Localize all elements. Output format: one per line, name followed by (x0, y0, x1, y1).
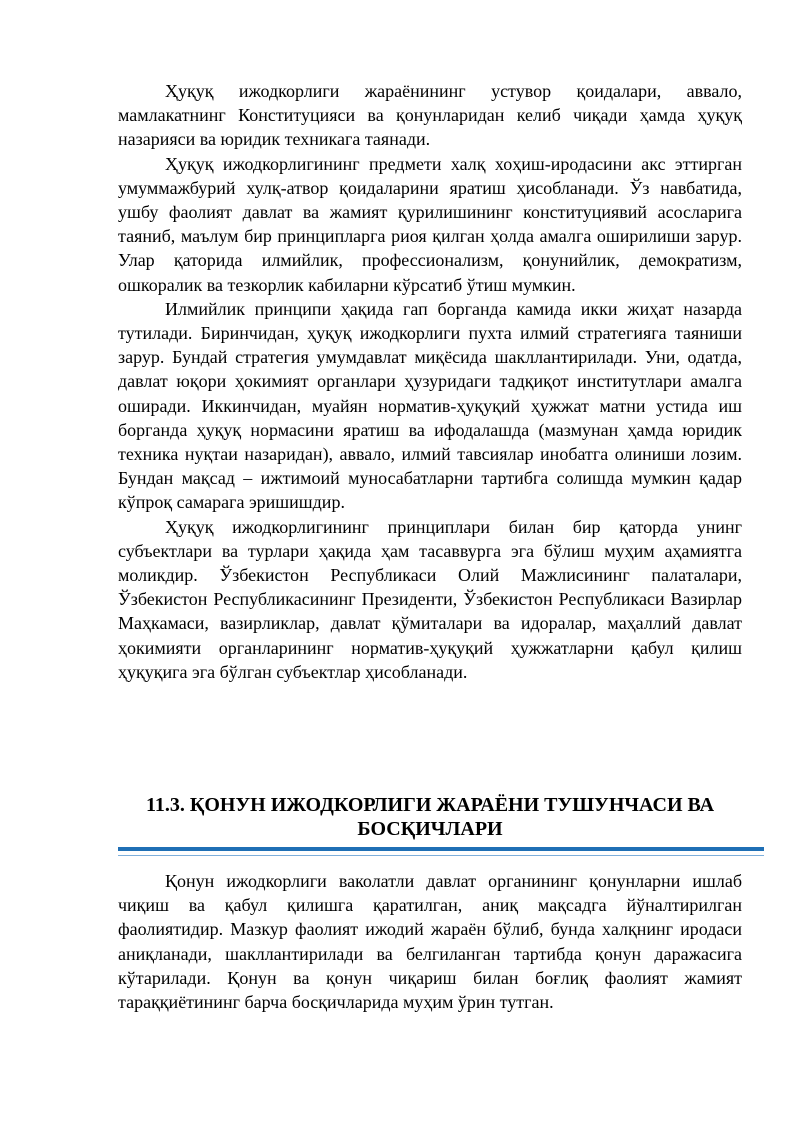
body-text-bottom (118, 869, 742, 1014)
heading-underline-thick (118, 847, 764, 851)
paragraph: Ҳуқуқ ижодкорлиги жараёнининг устувор қоидалари, аввало, мамлакатнинг Конституцияси ва қонунларидан келиб чиқади ҳамда ҳуқуқ назарияси ва юридик техникага таянади. (118, 81, 742, 150)
paragraph: Қонун ижодкорлиги ваколатли давлат органининг қонунларни ишлаб чиқиш ва қабул қилишга қаратилган, аниқ мақсадга йўналтирилган фаолиятидир. Мазкур фаолият ижодий жараён бўлиб, бунда халқнинг иродаси аниқланади, шакллантирилади ва белгиланган тартибда қонун даражасига кўтарилади. Қонун ва қонун чиқариш билан боғлиқ фаолият жамият тараққиётининг барча босқичларида муҳим ўрин тутган. (118, 871, 742, 1013)
body-text-top (118, 79, 742, 684)
paragraph: Илмийлик принципи ҳақида гап борганда камида икки жиҳат назарда тутилади. Биринчидан, ҳуқуқ ижодкорлиги пухта илмий стратегияга таяниши зарур. Бундай стратегия умумдавлат миқёсида шакллантирилади. Уни, одатда, давлат юқори ҳокимият органлари ҳузуридаги тадқиқот институтлари амалга оширади. Иккинчидан, муайян норматив-ҳуқуқий ҳужжат матни устида иш борганда ҳуқуқ нормасини яратиш ва ифодалашда (мазмунан ҳамда юридик техника нуқтаи назаридан), аввало, илмий тавсиялар инобатга олиниши лозим. Бундан мақсад – ижтимоий муносабатларни тартибга солишда мумкин қадар кўпроқ самарага эришишдир. (118, 298, 742, 513)
paragraph: Ҳуқуқ ижодкорлигининг предмети халқ хоҳиш-иродасини акс эттирган умуммажбурий хулқ-атвор қоидаларини яратиш ҳисобланади. Ўз навбатида, ушбу фаолият давлат ва жамият қурилишининг конституциявий асосларига таяниб, маълум бир принципларга риоя қилган ҳолда амалга оширилиши зарур. Улар қаторида илмийлик, профессионализм, қонунийлик, демократизм, ошкоралик ва тезкорлик кабиларни кўрсатиб ўтиш мумкин. (118, 153, 742, 295)
section-heading-line1: 11.3. ҚОНУН ИЖОДКОРЛИГИ ЖАРАЁНИ ТУШУНЧАСИ ВА (145, 794, 715, 816)
heading-underline-thin (118, 855, 764, 856)
section-heading (118, 793, 742, 841)
section-heading-line2: БОСҚИЧЛАРИ (357, 818, 503, 840)
paragraph: Ҳуқуқ ижодкорлигининг принциплари билан бир қаторда унинг субъектлари ва турлари ҳақида ҳам тасаввурга эга бўлиш муҳим аҳамиятга моликдир. Ўзбекистон Республикаси Олий Мажлисининг палаталари, Ўзбекистон Республикасининг Президенти, Ўзбекистон Республикаси Вазирлар Маҳкамаси, вазирликлар, давлат қўмиталари ва идоралар, маҳаллий давлат ҳокимияти органларининг норматив-ҳуқуқий ҳужжатларни қабул қилиш ҳуқуқига эга бўлган субъектлар ҳисобланади. (118, 516, 742, 682)
